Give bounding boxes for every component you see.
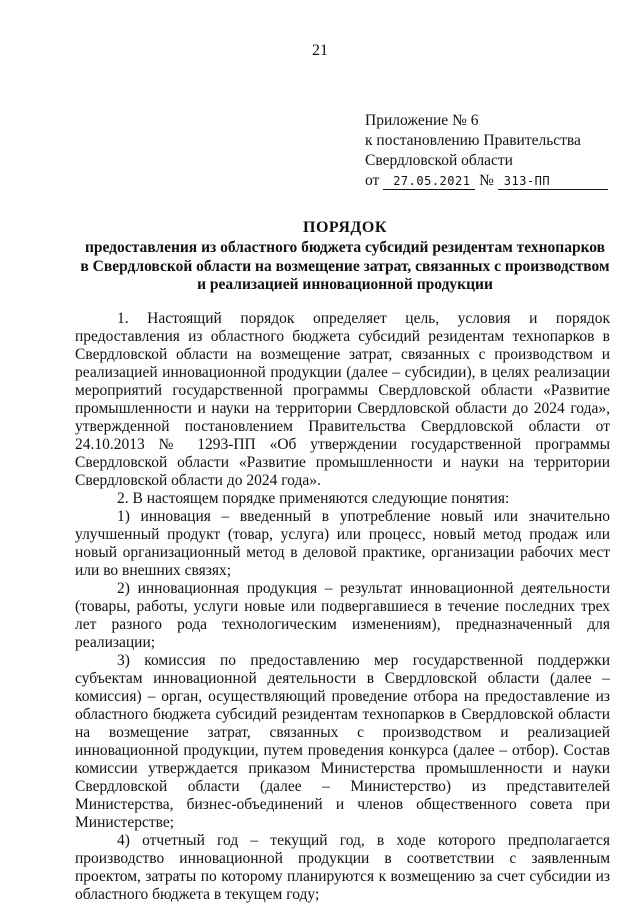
appendix-header (365, 111, 615, 191)
definition-innovation: 1) инновация – введенный в употребление новый или значительно улучшенный продукт (товар, услуга) или процесс, новый метод продаж или новый организационный метод в деловой практике, организации рабочих мест или во внешних связях; (75, 508, 610, 579)
number-prefix: № (479, 172, 494, 189)
title-subtitle (60, 239, 630, 295)
title-main: ПОРЯДОК (303, 219, 387, 236)
definition-innovative-product: 2) инновационная продукция – результат инновационной деятельности (товары, работы, услуги новые или подвергавшиеся в течение последних трех лет разного рода технологическим изменениям), предназначенный для реализации; (75, 580, 610, 651)
paragraph-2: 2. В настоящем порядке применяются следующие понятия: (117, 490, 510, 507)
title-subtitle-line: в Свердловской области на возмещение затрат, связанных с производством (80, 257, 610, 275)
appendix-resolution-ref: к постановлению Правительства (365, 132, 581, 149)
resolution-number: 313-ПП (498, 174, 608, 190)
resolution-date: 27.05.2021 (383, 174, 475, 190)
definition-reporting-year: 4) отчетный год – текущий год, в ходе которого предполагается производство инновационной продукции в соответствии с заявленным проектом, затраты по которому планируются к возмещению за счет субсидии из областного бюджета в текущем году; (75, 832, 610, 903)
document-body (75, 310, 610, 904)
date-prefix: от (365, 172, 380, 189)
title-subtitle-line: и реализацией инновационной продукции (197, 276, 493, 293)
paragraph-1: 1. Настоящий порядок определяет цель, условия и порядок предоставления из областного бюджета субсидий резидентам технопарков в Свердловской области на возмещение затрат, связанных с производством и реализацией инновационной продукции (далее – субсидии), в целях реализации мероприятий государственной программы Свердловской области «Развитие промышленности и науки на территории Свердловской области до 2024 года», утвержденной постановлением Правительства Свердловской области от 24.10.2013 № 1293-ПП «Об утверждении государственной программы Свердловской области «Развитие промышленности и науки на территории Свердловской области до 2024 года». (75, 310, 610, 489)
page-number: 21 (312, 42, 328, 59)
appendix-date-number-line (365, 171, 615, 191)
definition-commission: 3) комиссия по предоставлению мер государственной поддержки субъектам инновационной деятельности в Свердловской области (далее – комиссия) – орган, осуществляющий проведение отбора на предоставление из областного бюджета субсидий резидентам технопарков в Свердловской области на возмещение затрат, связанных с производством и реализацией инновационной продукции, путем проведения конкурса (далее – отбор). Состав комиссии утверждается приказом Министерства промышленности и науки Свердловской области (далее – Министерство) из представителей Министерства, бизнес-объединений и членов общественного совета при Министерстве; (75, 652, 610, 831)
appendix-title: Приложение № 6 (365, 112, 479, 129)
title-subtitle-line: предоставления из областного бюджета субсидий резидентам технопарков (84, 239, 606, 256)
document-title (60, 218, 630, 295)
appendix-region: Свердловской области (365, 152, 513, 169)
